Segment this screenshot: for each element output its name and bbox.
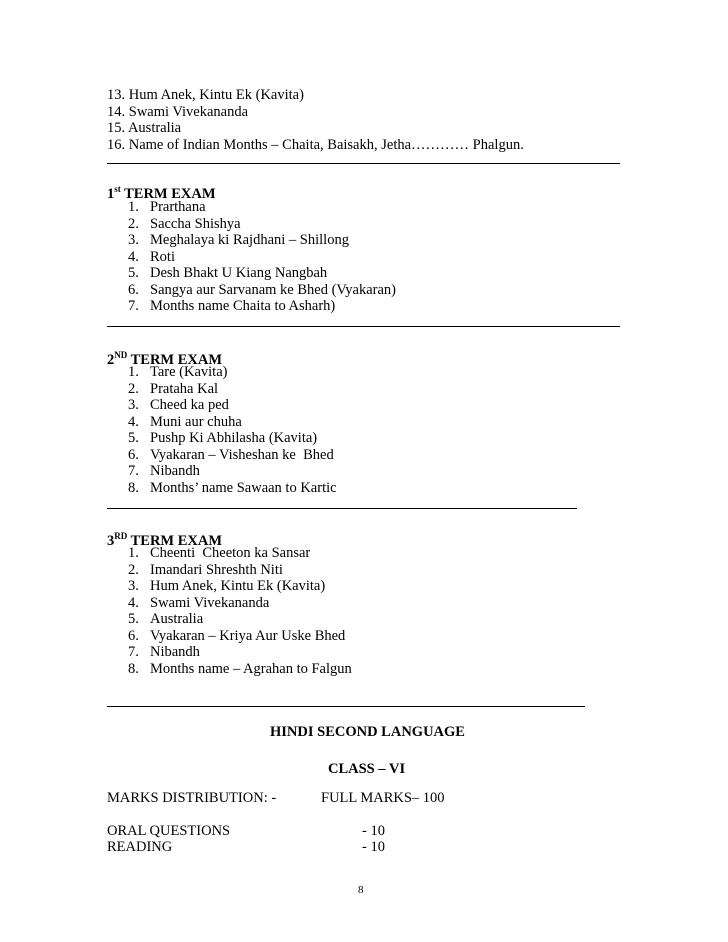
divider [107, 163, 620, 164]
list-item: 5. Pushp Ki Abhilasha (Kavita) [128, 430, 318, 446]
divider [107, 706, 585, 707]
list-item: 6. Sangya aur Sarvanam ke Bhed (Vyakaran) [128, 282, 397, 298]
list-item: 4. Muni aur chuha [128, 414, 242, 430]
list-item: 13. Hum Anek, Kintu Ek (Kavita) [107, 87, 304, 103]
list-item: 6. Vyakaran – Visheshan ke Bhed [128, 447, 334, 463]
list-item: 3. Meghalaya ki Rajdhani – Shillong [128, 232, 349, 248]
term1-sup: st [114, 184, 121, 194]
term2-heading: 2ND TERM EXAM [107, 350, 223, 368]
divider [107, 326, 620, 327]
term1-title: TERM EXAM [120, 186, 216, 202]
divider [107, 508, 577, 509]
term1-num: 1 [107, 186, 115, 202]
list-item: 14. Swami Vivekananda [107, 104, 249, 120]
class-title: CLASS – VI [328, 761, 406, 777]
full-marks: FULL MARKS– 100 [321, 790, 445, 806]
list-item: 2. Prataha Kal [128, 381, 219, 397]
list-item: 7. Months name Chaita to Asharh) [128, 298, 336, 314]
section-title: HINDI SECOND LANGUAGE [270, 724, 465, 740]
marks-row-label: READING [107, 839, 173, 855]
term3-heading: 3RD TERM EXAM [107, 531, 223, 549]
list-item: 6. Vyakaran – Kriya Aur Uske Bhed [128, 628, 346, 644]
marks-label: MARKS DISTRIBUTION: - [107, 790, 277, 806]
list-item: 5. Desh Bhakt U Kiang Nangbah [128, 265, 328, 281]
list-item: 3. Cheed ka ped [128, 397, 229, 413]
list-item: 7. Nibandh [128, 644, 200, 660]
list-item: 8. Months’ name Sawaan to Kartic [128, 480, 337, 496]
marks-row-value: - 10 [362, 839, 385, 855]
list-item: 1. Tare (Kavita) [128, 364, 228, 380]
marks-row-value: - 10 [362, 823, 385, 839]
list-item: 2. Saccha Shishya [128, 216, 241, 232]
page-number: 8 [358, 884, 364, 896]
list-item: 3. Hum Anek, Kintu Ek (Kavita) [128, 578, 326, 594]
list-item: 5. Australia [128, 611, 204, 627]
list-item: 4. Roti [128, 249, 175, 265]
list-item: 2. Imandari Shreshth Niti [128, 562, 283, 578]
list-item: 8. Months name – Agrahan to Falgun [128, 661, 352, 677]
list-item: 1. Prarthana [128, 199, 206, 215]
list-item: 15. Australia [107, 120, 182, 136]
list-item: 1. Cheenti Cheeton ka Sansar [128, 545, 311, 561]
list-item: 16. Name of Indian Months – Chaita, Baisakh, Jetha………… Phalgun. [107, 137, 524, 153]
list-item: 7. Nibandh [128, 463, 200, 479]
list-item: 4. Swami Vivekananda [128, 595, 270, 611]
marks-row-label: ORAL QUESTIONS [107, 823, 231, 839]
